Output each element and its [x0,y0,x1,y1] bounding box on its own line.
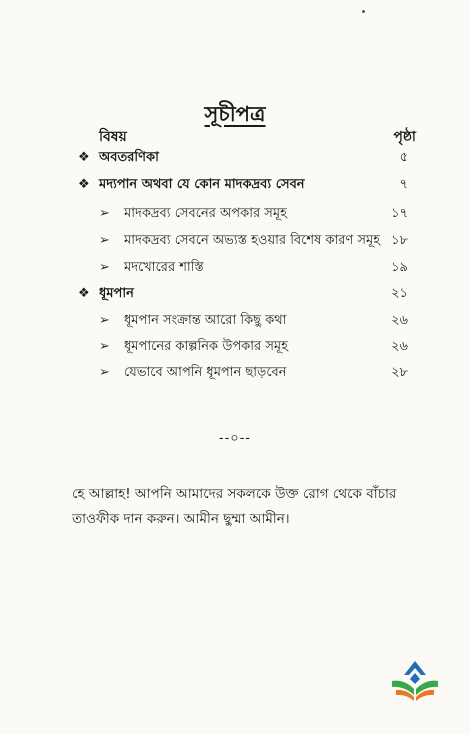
prayer-text [72,482,412,532]
toc-entry[interactable] [0,147,470,169]
arrow-bullet-icon: ➢ [99,339,110,354]
toc-entry-label: ধূমপানের কাল্পনিক উপকার সমূহ [124,339,288,354]
toc-entry-page: ১৯ [391,260,408,275]
toc-entry-page: ২৬ [391,339,408,354]
toc-header-subject: বিষয় [99,129,127,145]
toc-entry[interactable] [0,203,470,225]
prayer-line: তাওফীক দান করুন। আমীন ছুম্মা আমীন। [72,511,290,527]
book-logo-icon [388,657,442,705]
toc-entry-label: ধূমপান [99,286,134,301]
diamond-bullet-icon: ❖ [78,177,90,192]
toc-entry-page: ১৮ [391,233,408,248]
arrow-bullet-icon: ➢ [99,313,110,328]
toc-entry-label: অবতরণিকা [99,150,159,165]
page-title: সূচীপত্র [204,102,266,126]
toc-entry-page: ৭ [399,177,408,192]
toc-entry-label: ধূমপান সংক্রান্ত আরো কিছু কথা [124,313,287,328]
toc-entry-page: ১৭ [391,206,408,221]
toc-entry-page: ৫ [399,150,408,165]
prayer-line: হে আল্লাহ! আপনি আমাদের সকলকে উক্ত রোগ থেকে বাঁচার [72,486,397,502]
arrow-bullet-icon: ➢ [99,233,110,248]
arrow-bullet-icon: ➢ [99,365,110,380]
toc-entry[interactable] [0,283,470,305]
speck [362,10,365,13]
arrow-bullet-icon: ➢ [99,206,110,221]
arrow-bullet-icon: ➢ [99,260,110,275]
toc-entry-label: যেভাবে আপনি ধূমপান ছাড়বেন [124,365,287,380]
toc-entry-label: মাদকদ্রব্য সেবনের অপকার সমূহ [124,206,287,221]
toc-entry-page: ২৬ [391,313,408,328]
toc-header-page: পৃষ্ঠা [393,129,416,145]
toc-entry[interactable] [0,310,470,332]
toc-entry[interactable] [0,362,470,384]
toc-entry-label: মাদকদ্রব্য সেবনে অভ্যস্ত হওয়ার বিশেষ কারণ সমূহ [124,233,381,248]
toc-entry[interactable] [0,257,470,279]
toc-entry-label: মদখোরের শাস্তি [124,260,204,275]
toc-entry[interactable] [0,336,470,358]
toc-entry-label: মদ্যপান অথবা যে কোন মাদকদ্রব্য সেবন [99,177,305,192]
section-separator: --০-- [218,431,252,446]
toc-entry-page: ২১ [391,286,408,301]
toc-entry[interactable] [0,230,470,252]
diamond-bullet-icon: ❖ [78,286,90,301]
toc-entry-page: ২৮ [391,365,408,380]
toc-entry[interactable] [0,174,470,196]
diamond-bullet-icon: ❖ [78,150,90,165]
